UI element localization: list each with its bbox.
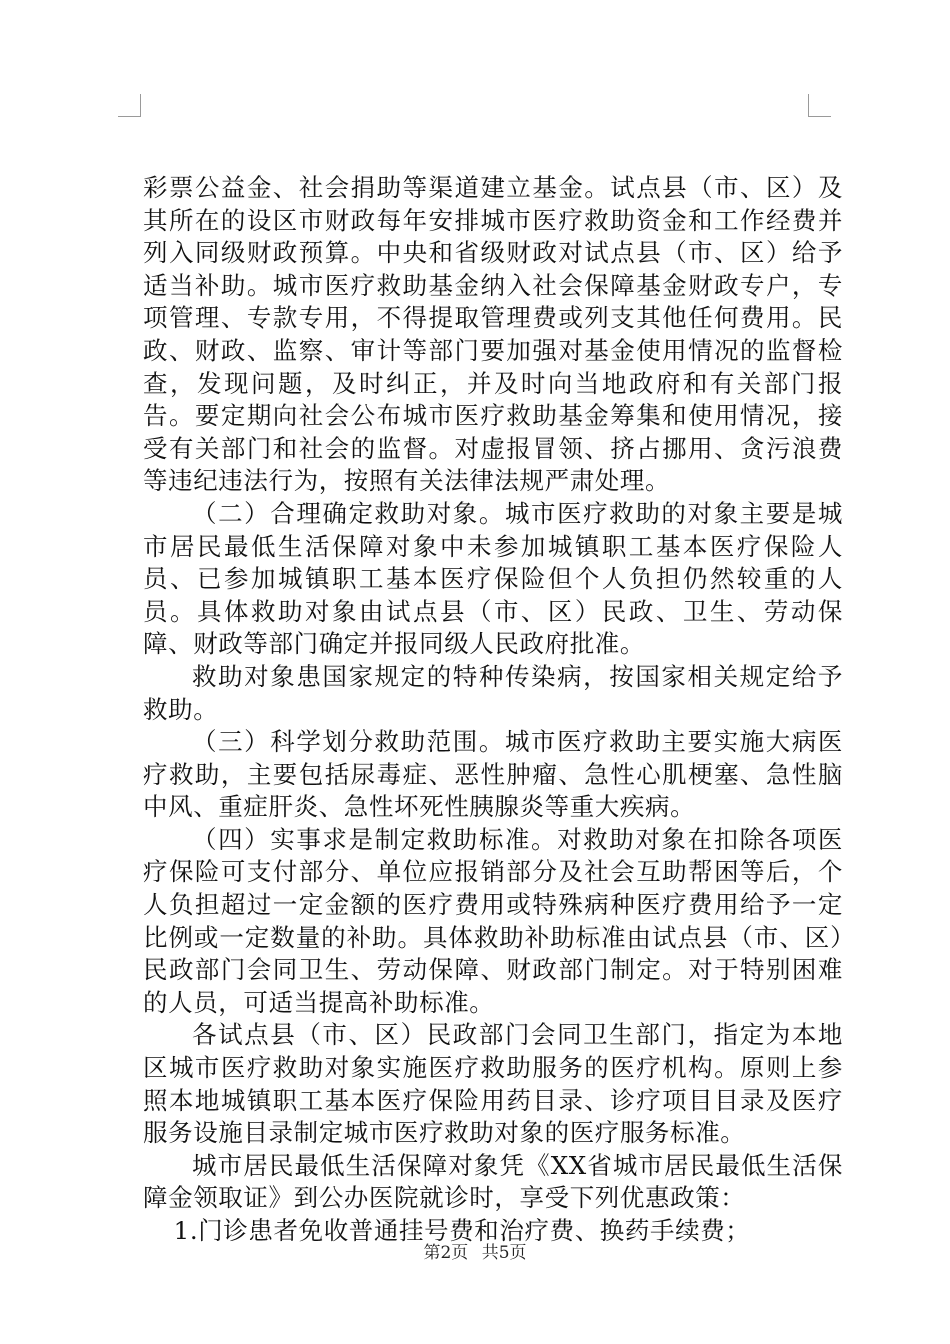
paragraph-aid-recipients: （二）合理确定救助对象。城市医疗救助的对象主要是城市居民最低生活保障对象中未参加城镇职工基本医疗保险人员、已参加城镇职工基本医疗保险但个人负担仍然较重的人员。具体救助对象由试点县（市、区）民政、卫生、劳动保障、财政等部门确定并报同级人民政府批准。 [143, 498, 843, 659]
paragraph-fund-establishment: 彩票公益金、社会捐助等渠道建立基金。试点县（市、区）及其所在的设区市财政每年安排城市医疗救助资金和工作经费并列入同级财政预算。中央和省级财政对试点县（市、区）给予适当补助。城市医疗救助基金纳入社会保障基金财政专户，专项管理、专款专用，不得提取管理费或列支其他任何费用。民政、财政、监察、审计等部门要加强对基金使用情况的监督检查，发现问题，及时纠正，并及时向当地政府和有关部门报告。要定期向社会公布城市医疗救助基金筹集和使用情况，接受有关部门和社会的监督。对虚报冒领、挤占挪用、贪污浪费等违纪违法行为，按照有关法律法规严肃处理。 [143, 173, 843, 496]
crop-mark-top-left [118, 94, 141, 117]
page-footer [0, 1238, 950, 1263]
paragraph-infectious-disease: 救助对象患国家规定的特种传染病，按国家相关规定给予救助。 [143, 661, 843, 724]
page-total: 共5页 [481, 1243, 527, 1263]
paragraph-aid-standard: （四）实事求是制定救助标准。对救助对象在扣除各项医疗保险可支付部分、单位应报销部分及社会互助帮困等后，个人负担超过一定金额的医疗费用或特殊病种医疗费用给予一定比例或一定数量的补助。具体救助补助标准由试点县（市、区）民政部门会同卫生、劳动保障、财政部门制定。对于特别困难的人员，可适当提高补助标准。 [143, 824, 843, 1017]
document-body [143, 172, 843, 1248]
page-number: 第2页 [423, 1243, 469, 1263]
list-item-outpatient: 1.门诊患者免收普通挂号费和治疗费、换药手续费； [173, 1216, 751, 1245]
paragraph-aid-scope: （三）科学划分救助范围。城市医疗救助主要实施大病医疗救助，主要包括尿毒症、恶性肿瘤、急性心肌梗塞、急性脑中风、重症肝炎、急性坏死性胰腺炎等重大疾病。 [143, 727, 843, 822]
crop-mark-top-right [808, 94, 831, 117]
paragraph-preferential-policy: 城市居民最低生活保障对象凭《XX省城市居民最低生活保障金领取证》到公办医院就诊时，享受下列优惠政策： [143, 1150, 843, 1213]
paragraph-medical-institutions: 各试点县（市、区）民政部门会同卫生部门，指定为本地区城市医疗救助对象实施医疗救助服务的医疗机构。原则上参照本地城镇职工基本医疗保险用药目录、诊疗项目目录及医疗服务设施目录制定城市医疗救助对象的医疗服务标准。 [143, 1020, 843, 1148]
